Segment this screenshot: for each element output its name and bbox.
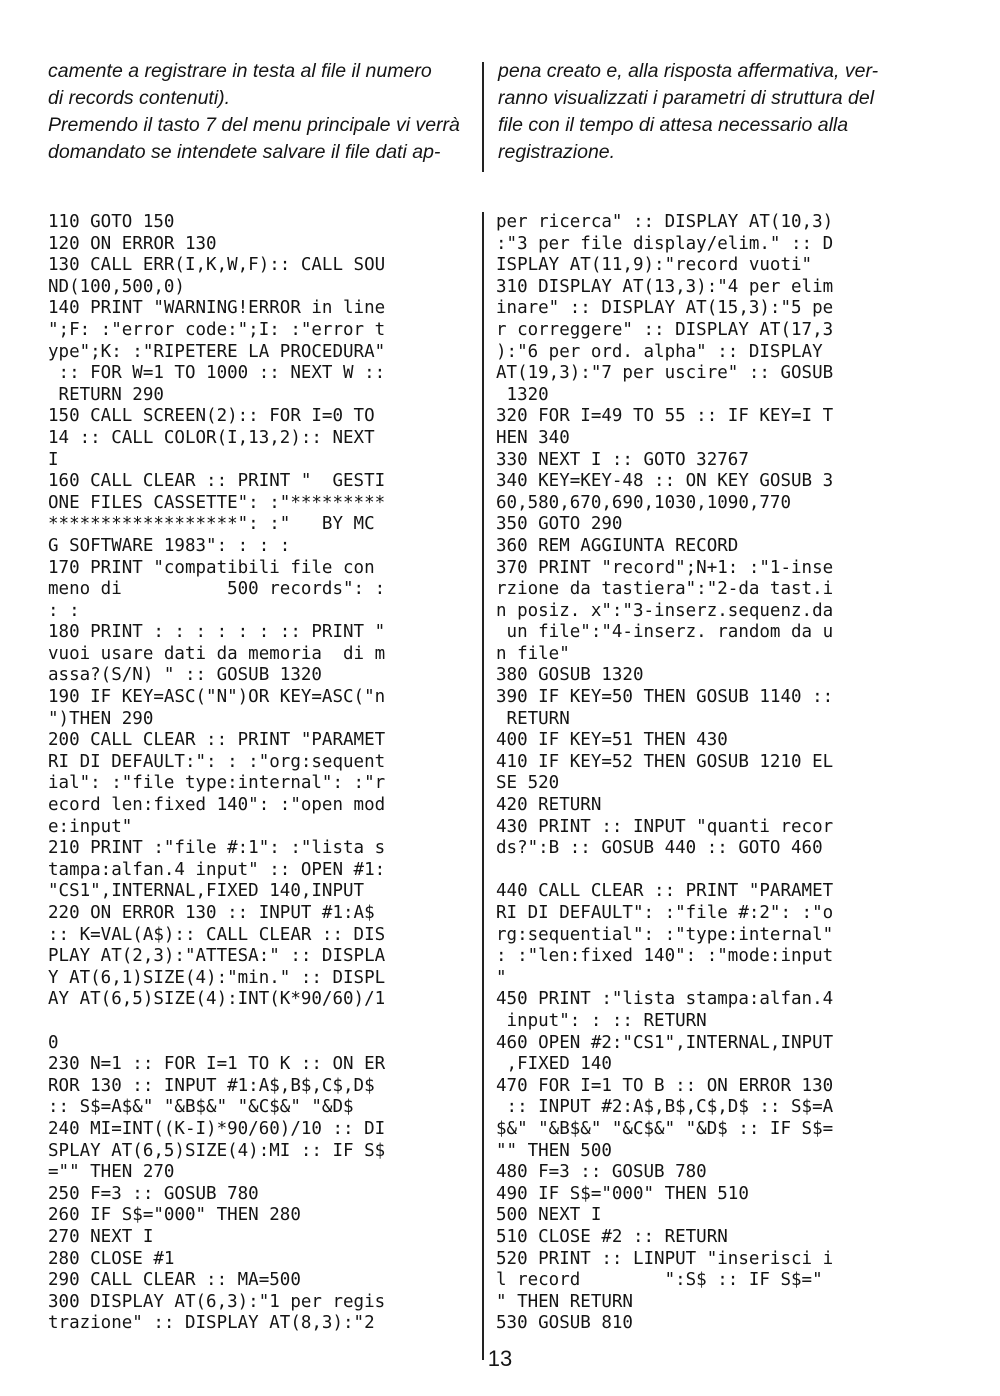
code-line: inare" :: DISPLAY AT(15,3):"5 pe	[496, 298, 834, 319]
code-line: rzione da tastiera":"2-da tast.i	[496, 579, 834, 600]
code-line: l record ":S$ :: IF S$="	[496, 1270, 823, 1291]
code-line: "" THEN 500	[496, 1140, 612, 1161]
code-line: 140 PRINT "WARNING!ERROR in line	[48, 298, 386, 319]
code-listing-right	[496, 212, 926, 1335]
code-line: 340 KEY=KEY-48 :: ON KEY GOSUB 3	[496, 471, 834, 492]
code-line: per ricerca" :: DISPLAY AT(10,3)	[496, 212, 834, 232]
code-line: :: K=VAL(A$):: CALL CLEAR :: DIS	[48, 924, 386, 945]
column-divider-top	[482, 62, 484, 172]
intro-line: domandato se intendete salvare il file dati ap-	[48, 141, 441, 163]
code-line: 460 OPEN #2:"CS1",INTERNAL,INPUT	[496, 1032, 834, 1053]
code-line: 410 IF KEY=52 THEN GOSUB 1210 EL	[496, 751, 834, 772]
code-line: Y AT(6,1)SIZE(4):"min." :: DISPL	[48, 967, 386, 988]
code-line: AT(19,3):"7 per uscire" :: GOSUB	[496, 363, 834, 384]
code-line: AY AT(6,5)SIZE(4):INT(K*90/60)/1	[48, 989, 386, 1010]
code-line: 500 NEXT I	[496, 1205, 602, 1226]
code-line: 14 :: CALL COLOR(I,13,2):: NEXT	[48, 427, 375, 448]
code-line: : :"len:fixed 140": :"mode:input	[496, 946, 834, 967]
intro-line: registrazione.	[498, 141, 616, 163]
code-line: 260 IF S$="000" THEN 280	[48, 1205, 301, 1226]
code-line: "	[496, 967, 507, 988]
code-line: meno di 500 records": :	[48, 579, 386, 600]
code-line: RETURN	[496, 708, 570, 729]
intro-text-right	[498, 58, 918, 166]
intro-line: Premendo il tasto 7 del menu principale vi verrà	[48, 114, 460, 136]
code-line: HEN 340	[496, 427, 570, 448]
code-line: RI DI DEFAULT": :"file #:2": :"o	[496, 903, 834, 923]
code-line: input": : :: RETURN	[496, 1010, 707, 1031]
intro-line: camente a registrare in testa al file il numero	[48, 60, 432, 82]
code-line: 200 CALL CLEAR :: PRINT "PARAMET	[48, 730, 386, 751]
code-line: 130 CALL ERR(I,K,W,F):: CALL SOU	[48, 255, 386, 276]
code-line: ******************": :" BY MC	[48, 514, 375, 535]
code-line: trazione" :: DISPLAY AT(8,3):"2	[48, 1313, 375, 1334]
code-line: ="" THEN 270	[48, 1162, 175, 1183]
code-line: :: S$=A$&" "&B$&" "&C$&" "&D$	[48, 1097, 354, 1118]
code-line: e:input"	[48, 816, 133, 837]
code-line: :: INPUT #2:A$,B$,C$,D$ :: S$=A	[496, 1097, 834, 1118]
code-line: RI DI DEFAULT:": : :"org:sequent	[48, 751, 386, 772]
code-line: 110 GOTO 150	[48, 212, 175, 232]
code-line: 380 GOSUB 1320	[496, 665, 644, 686]
code-line: 530 GOSUB 810	[496, 1313, 633, 1334]
code-line: 270 NEXT I	[48, 1226, 154, 1247]
code-line: n posiz. x":"3-inserz.sequenz.da	[496, 600, 834, 621]
code-line: 490 IF S$="000" THEN 510	[496, 1183, 749, 1204]
code-line: 160 CALL CLEAR :: PRINT " GESTI	[48, 471, 386, 492]
code-line: ROR 130 :: INPUT #1:A$,B$,C$,D$	[48, 1075, 375, 1096]
code-line: 420 RETURN	[496, 795, 602, 816]
code-line: ")THEN 290	[48, 708, 154, 729]
code-line: 0	[48, 1032, 59, 1053]
code-line: 180 PRINT : : : : : : :: PRINT "	[48, 622, 386, 643]
code-line: un file":"4-inserz. random da u	[496, 622, 834, 643]
code-line: : :	[48, 600, 80, 621]
code-line: 510 CLOSE #2 :: RETURN	[496, 1226, 728, 1247]
code-line: 470 FOR I=1 TO B :: ON ERROR 130	[496, 1075, 834, 1096]
code-line: 250 F=3 :: GOSUB 780	[48, 1183, 259, 1204]
code-line: ND(100,500,0)	[48, 276, 185, 297]
code-line: 1320	[496, 384, 549, 405]
code-line: 310 DISPLAY AT(13,3):"4 per elim	[496, 276, 834, 297]
code-line: :: FOR W=1 TO 1000 :: NEXT W ::	[48, 363, 386, 384]
code-line	[48, 1011, 478, 1033]
code-line: 360 REM AGGIUNTA RECORD	[496, 535, 739, 556]
code-listing-left	[48, 212, 478, 1335]
code-line: 60,580,670,690,1030,1090,770	[496, 492, 792, 513]
code-line: ype";K: :"RIPETERE LA PROCEDURA"	[48, 341, 386, 362]
code-line: G SOFTWARE 1983": : : :	[48, 535, 291, 556]
code-line: 190 IF KEY=ASC("N")OR KEY=ASC("n	[48, 687, 386, 708]
code-line: :"3 per file display/elim." :: D	[496, 233, 834, 254]
intro-line: di records contenuti).	[48, 87, 231, 109]
code-line: rg:sequential": :"type:internal"	[496, 924, 834, 945]
code-line: 390 IF KEY=50 THEN GOSUB 1140 ::	[496, 687, 834, 708]
code-line: 220 ON ERROR 130 :: INPUT #1:A$	[48, 903, 375, 923]
code-line: 430 PRINT :: INPUT "quanti recor	[496, 816, 834, 837]
code-line: ONE FILES CASSETTE": :"*********	[48, 492, 386, 513]
code-line: 170 PRINT "compatibili file con	[48, 557, 375, 578]
code-line: 320 FOR I=49 TO 55 :: IF KEY=I T	[496, 406, 834, 427]
code-line: n file"	[496, 643, 570, 664]
code-line: ISPLAY AT(11,9):"record vuoti"	[496, 255, 813, 276]
page-number: 13	[487, 1346, 513, 1371]
code-line: 210 PRINT :"file #:1": :"lista s	[48, 838, 386, 859]
code-line: assa?(S/N) " :: GOSUB 1320	[48, 665, 322, 686]
intro-line: pena creato e, alla risposta affermativa, ver-	[498, 60, 879, 82]
code-line: 370 PRINT "record";N+1: :"1-inse	[496, 557, 834, 578]
code-line: 520 PRINT :: LINPUT "inserisci i	[496, 1248, 834, 1269]
column-divider-bottom	[482, 212, 484, 1360]
code-line: 350 GOTO 290	[496, 514, 623, 535]
code-line: 440 CALL CLEAR :: PRINT "PARAMET	[496, 881, 834, 902]
code-line: vuoi usare dati da memoria di m	[48, 643, 386, 664]
code-line: " THEN RETURN	[496, 1291, 633, 1312]
code-line: 400 IF KEY=51 THEN 430	[496, 730, 728, 751]
intro-line: ranno visualizzati i parametri di struttura del	[498, 87, 875, 109]
code-line: tampa:alfan.4 input" :: OPEN #1:	[48, 859, 386, 880]
code-line: 240 MI=INT((K-I)*90/60)/10 :: DI	[48, 1118, 386, 1139]
code-line: SPLAY AT(6,5)SIZE(4):MI :: IF S$	[48, 1140, 386, 1161]
code-line: $&" "&B$&" "&C$&" "&D$ :: IF S$=	[496, 1118, 834, 1139]
code-line: 150 CALL SCREEN(2):: FOR I=0 TO	[48, 406, 375, 427]
code-line: ecord len:fixed 140": :"open mod	[48, 795, 386, 816]
code-line: 290 CALL CLEAR :: MA=500	[48, 1270, 301, 1291]
code-line: I	[48, 449, 59, 470]
code-line: ,FIXED 140	[496, 1054, 612, 1075]
code-line	[496, 860, 926, 882]
code-line: 120 ON ERROR 130	[48, 233, 217, 254]
code-line: 230 N=1 :: FOR I=1 TO K :: ON ER	[48, 1054, 386, 1075]
intro-line: file con il tempo di attesa necessario alla	[498, 114, 849, 136]
code-line: 480 F=3 :: GOSUB 780	[496, 1162, 707, 1183]
code-line: 450 PRINT :"lista stampa:alfan.4	[496, 989, 834, 1010]
code-line: ial": :"file type:internal": :"r	[48, 773, 386, 794]
code-line: ";F: :"error code:";I: :"error t	[48, 319, 386, 340]
code-line: 300 DISPLAY AT(6,3):"1 per regis	[48, 1291, 386, 1312]
code-line: SE 520	[496, 773, 560, 794]
code-line: ds?":B :: GOSUB 440 :: GOTO 460	[496, 838, 823, 859]
code-line: PLAY AT(2,3):"ATTESA:" :: DISPLA	[48, 946, 386, 967]
code-line: 280 CLOSE #1	[48, 1248, 175, 1269]
code-line: "CS1",INTERNAL,FIXED 140,INPUT	[48, 881, 365, 902]
code-line: ):"6 per ord. alpha" :: DISPLAY	[496, 341, 823, 362]
code-line: RETURN 290	[48, 384, 164, 405]
code-line: r correggere" :: DISPLAY AT(17,3	[496, 319, 834, 340]
code-line: 330 NEXT I :: GOTO 32767	[496, 449, 749, 470]
intro-text-left	[48, 58, 468, 166]
